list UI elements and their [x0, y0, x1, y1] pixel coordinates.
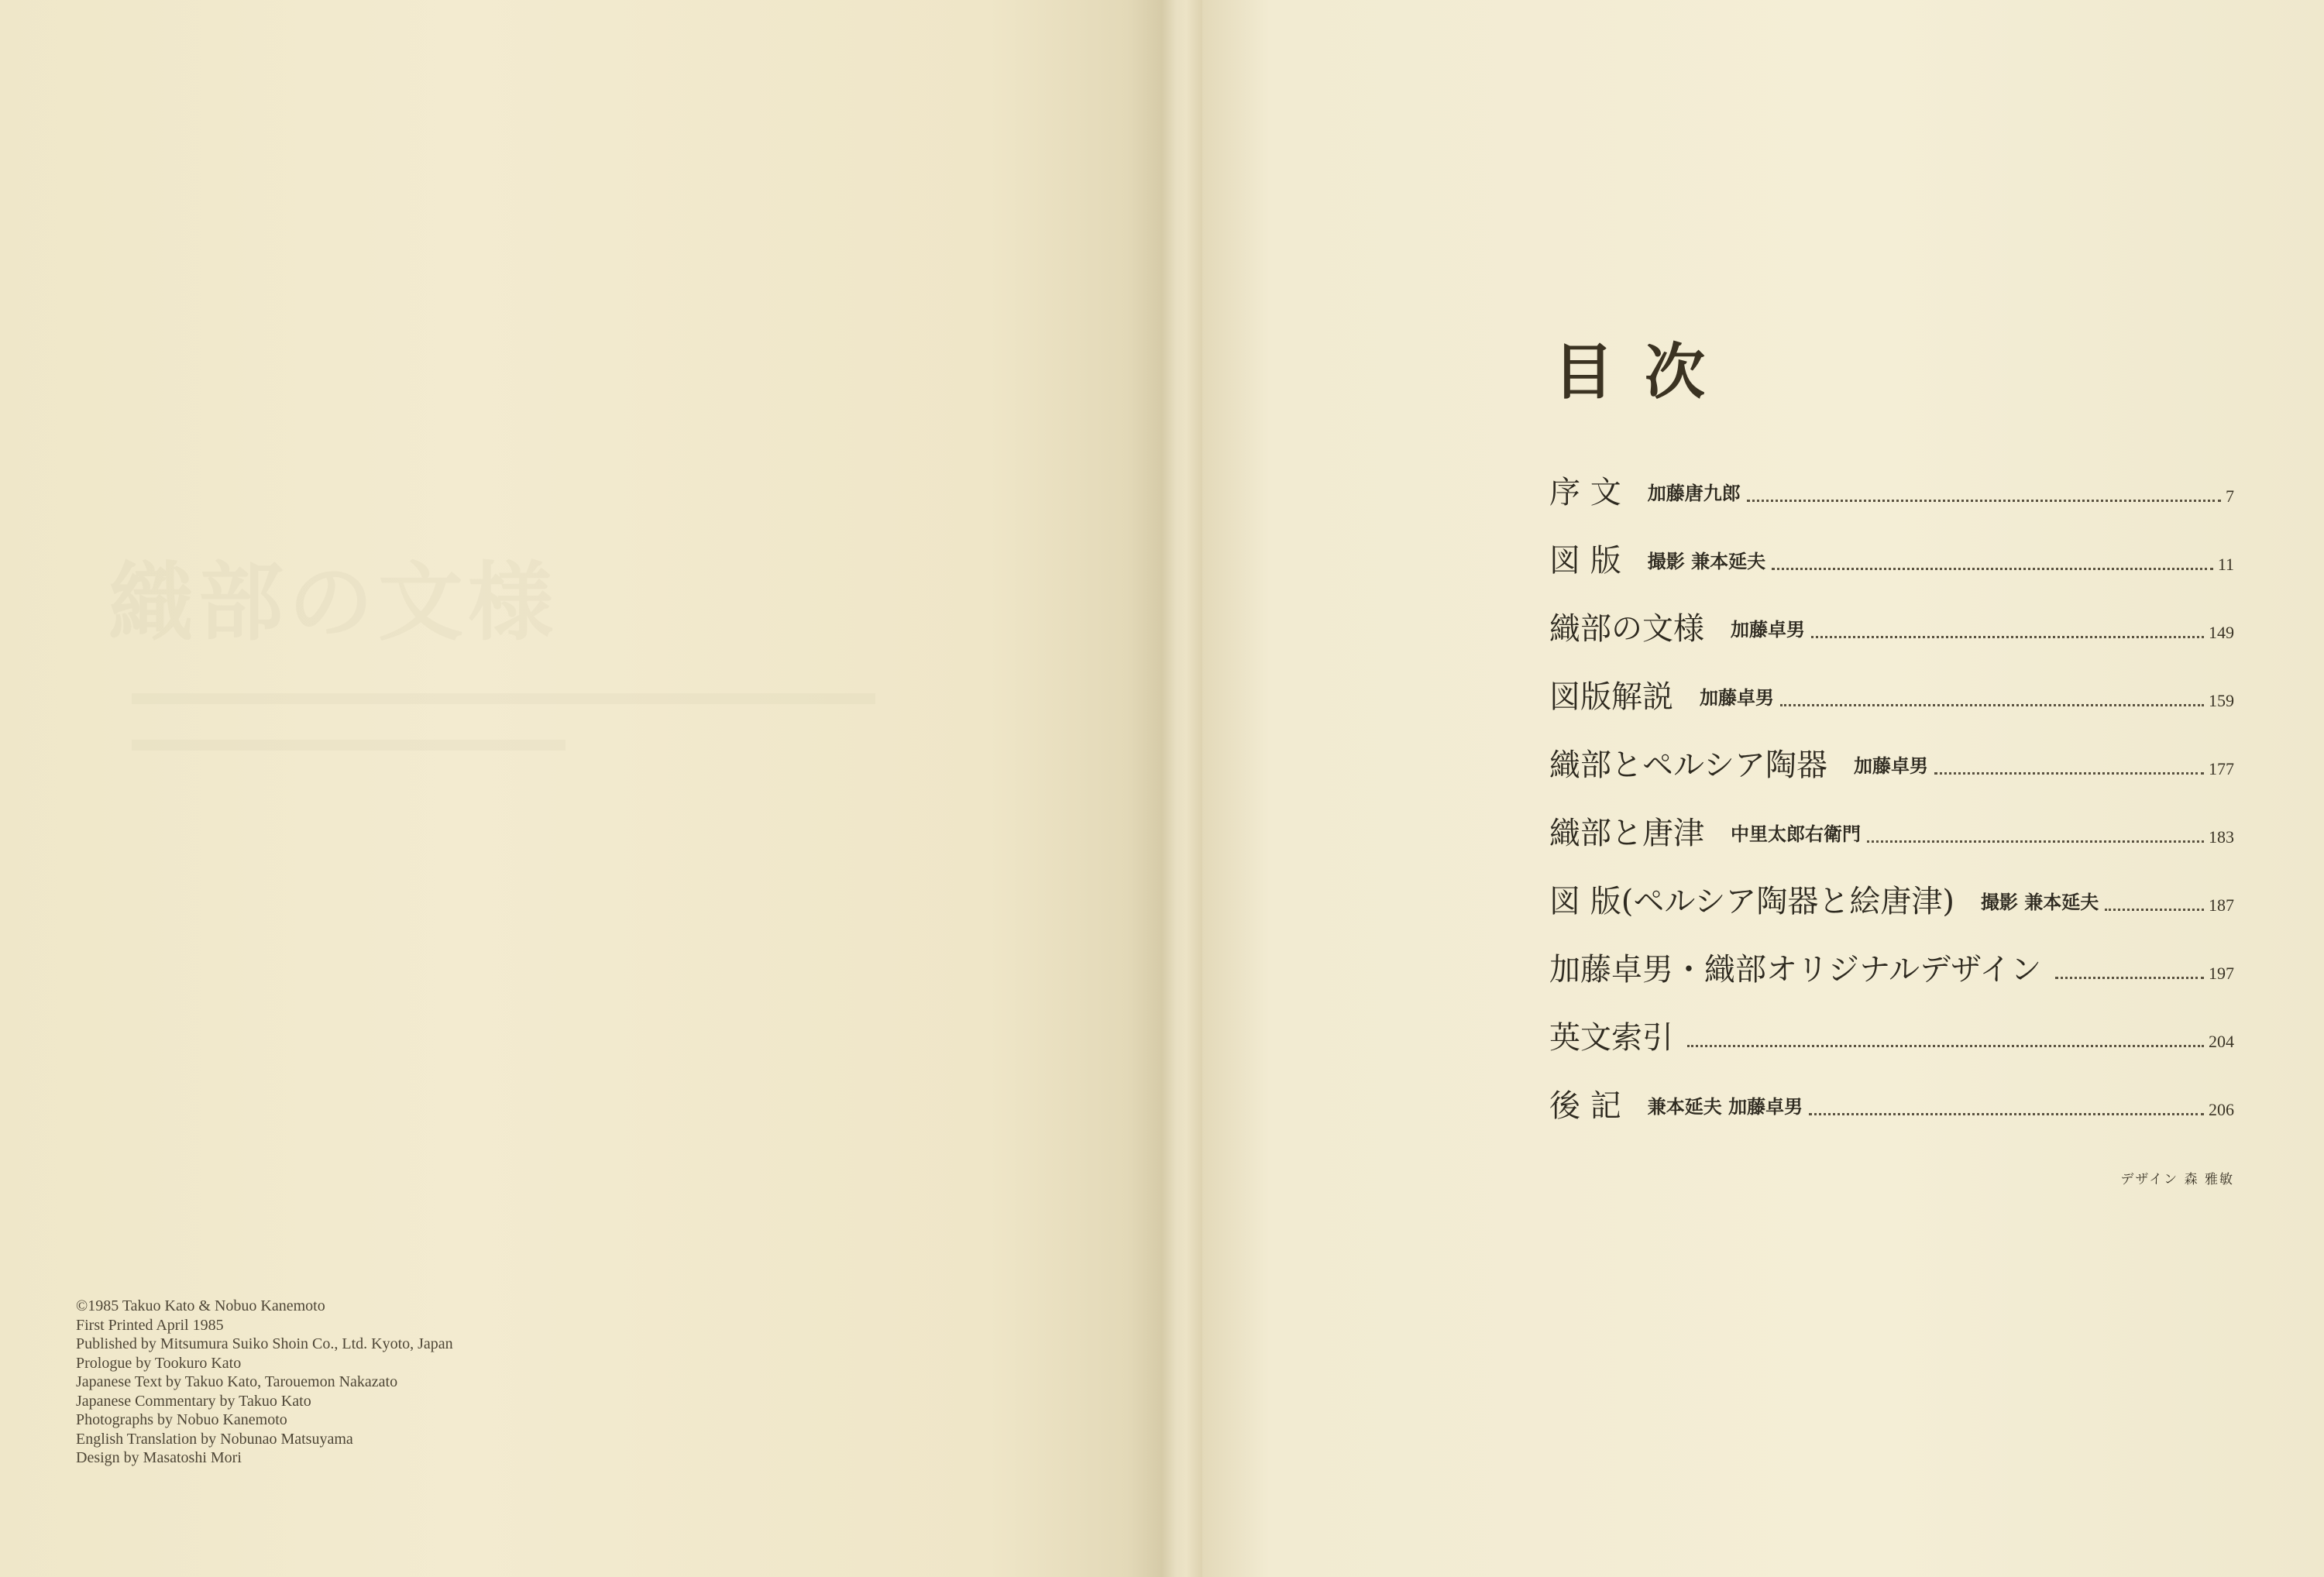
show-through-ghost-line: [132, 740, 566, 751]
toc-entry[interactable]: [1549, 669, 2234, 716]
toc-entry[interactable]: [1549, 533, 2234, 579]
toc-entry-page: 183: [2209, 827, 2234, 847]
toc-entry-page: 204: [2209, 1032, 2234, 1051]
toc-entry-author: 加藤卓男: [1731, 618, 1805, 641]
toc-heading: 目次: [1553, 337, 1737, 407]
toc-leader-dots: [1811, 636, 2204, 638]
colophon-line: Photographs by Nobuo Kanemoto: [76, 1411, 287, 1428]
toc-entry-author: 撮影 兼本延夫: [1980, 891, 2099, 913]
toc-entry-title: 織部と唐津: [1549, 816, 1704, 851]
toc-entry-author: 加藤唐九郎: [1647, 482, 1741, 504]
toc-entry-title: 織部の文様: [1549, 611, 1704, 647]
toc-entry[interactable]: [1549, 806, 2234, 852]
toc-entry-page: 7: [2226, 486, 2234, 506]
toc-entry-page: 159: [2209, 691, 2234, 710]
book-gutter: [1162, 0, 1202, 1577]
colophon-line: Japanese Text by Takuo Kato, Tarouemon Nakazato: [76, 1373, 398, 1390]
toc-entry-author: 加藤卓男: [1700, 686, 1774, 709]
toc-entry-title: 織部とペルシア陶器: [1549, 747, 1827, 783]
toc-entry-page: 206: [2209, 1100, 2234, 1119]
toc-entry-title: 序 文: [1549, 475, 1621, 510]
design-credit: デザイン 森 雅敏: [2120, 1172, 2234, 1187]
toc-entry[interactable]: [1549, 942, 2234, 988]
toc-entry[interactable]: [1549, 601, 2234, 648]
colophon-line: Prologue by Tookuro Kato: [76, 1354, 242, 1372]
toc-entry[interactable]: [1549, 1078, 2234, 1125]
show-through-ghost-title: 織部の文様: [108, 552, 558, 652]
colophon-line: Japanese Commentary by Takuo Kato: [76, 1392, 311, 1410]
colophon-line: English Translation by Nobunao Matsuyama: [76, 1430, 353, 1448]
toc-leader-dots: [2055, 977, 2204, 979]
toc-entry-title: 後 記: [1549, 1088, 1621, 1124]
toc-entry-author: 中里太郎右衛門: [1731, 823, 1861, 845]
toc-entry-title: 図 版: [1549, 543, 1621, 579]
toc-entry-title: 加藤卓男・織部オリジナルデザイン: [1549, 952, 2042, 988]
right-page: [1202, 0, 2324, 1577]
toc-entry-author: 加藤卓男: [1854, 754, 1928, 777]
toc-leader-dots: [1809, 1113, 2204, 1115]
toc-entry-page: 149: [2209, 623, 2234, 642]
colophon-line: Design by Masatoshi Mori: [76, 1449, 242, 1466]
toc-entry[interactable]: [1549, 874, 2234, 920]
toc-leader-dots: [1934, 772, 2204, 775]
toc-entry[interactable]: [1549, 1010, 2234, 1056]
toc-entry[interactable]: [1549, 465, 2234, 511]
toc-entry-title: 図 版(ペルシア陶器と絵唐津): [1549, 884, 1954, 919]
toc-entry-title: 英文索引: [1549, 1020, 1673, 1056]
toc-leader-dots: [1772, 568, 2213, 570]
toc-entry-title: 図版解説: [1549, 679, 1673, 715]
toc-entry-author: 兼本延夫 加藤卓男: [1647, 1095, 1803, 1118]
toc-leader-dots: [1747, 500, 2221, 502]
toc-entry-page: 197: [2209, 964, 2234, 983]
colophon: [76, 1297, 453, 1468]
colophon-line: Published by Mitsumura Suiko Shoin Co., Ltd. Kyoto, Japan: [76, 1335, 453, 1352]
toc-entry-page: 177: [2209, 759, 2234, 778]
toc-leader-dots: [1687, 1045, 2204, 1047]
toc-entry[interactable]: [1549, 737, 2234, 784]
colophon-line: ©1985 Takuo Kato & Nobuo Kanemoto: [76, 1297, 325, 1314]
toc-entry-author: 撮影 兼本延夫: [1647, 550, 1766, 572]
toc-leader-dots: [1867, 840, 2204, 843]
show-through-ghost-line: [132, 693, 875, 704]
colophon-line: First Printed April 1985: [76, 1316, 224, 1334]
toc-entry-page: 11: [2217, 555, 2234, 574]
toc-leader-dots: [1780, 704, 2204, 706]
toc-leader-dots: [2105, 909, 2204, 911]
toc-entry-page: 187: [2209, 895, 2234, 915]
